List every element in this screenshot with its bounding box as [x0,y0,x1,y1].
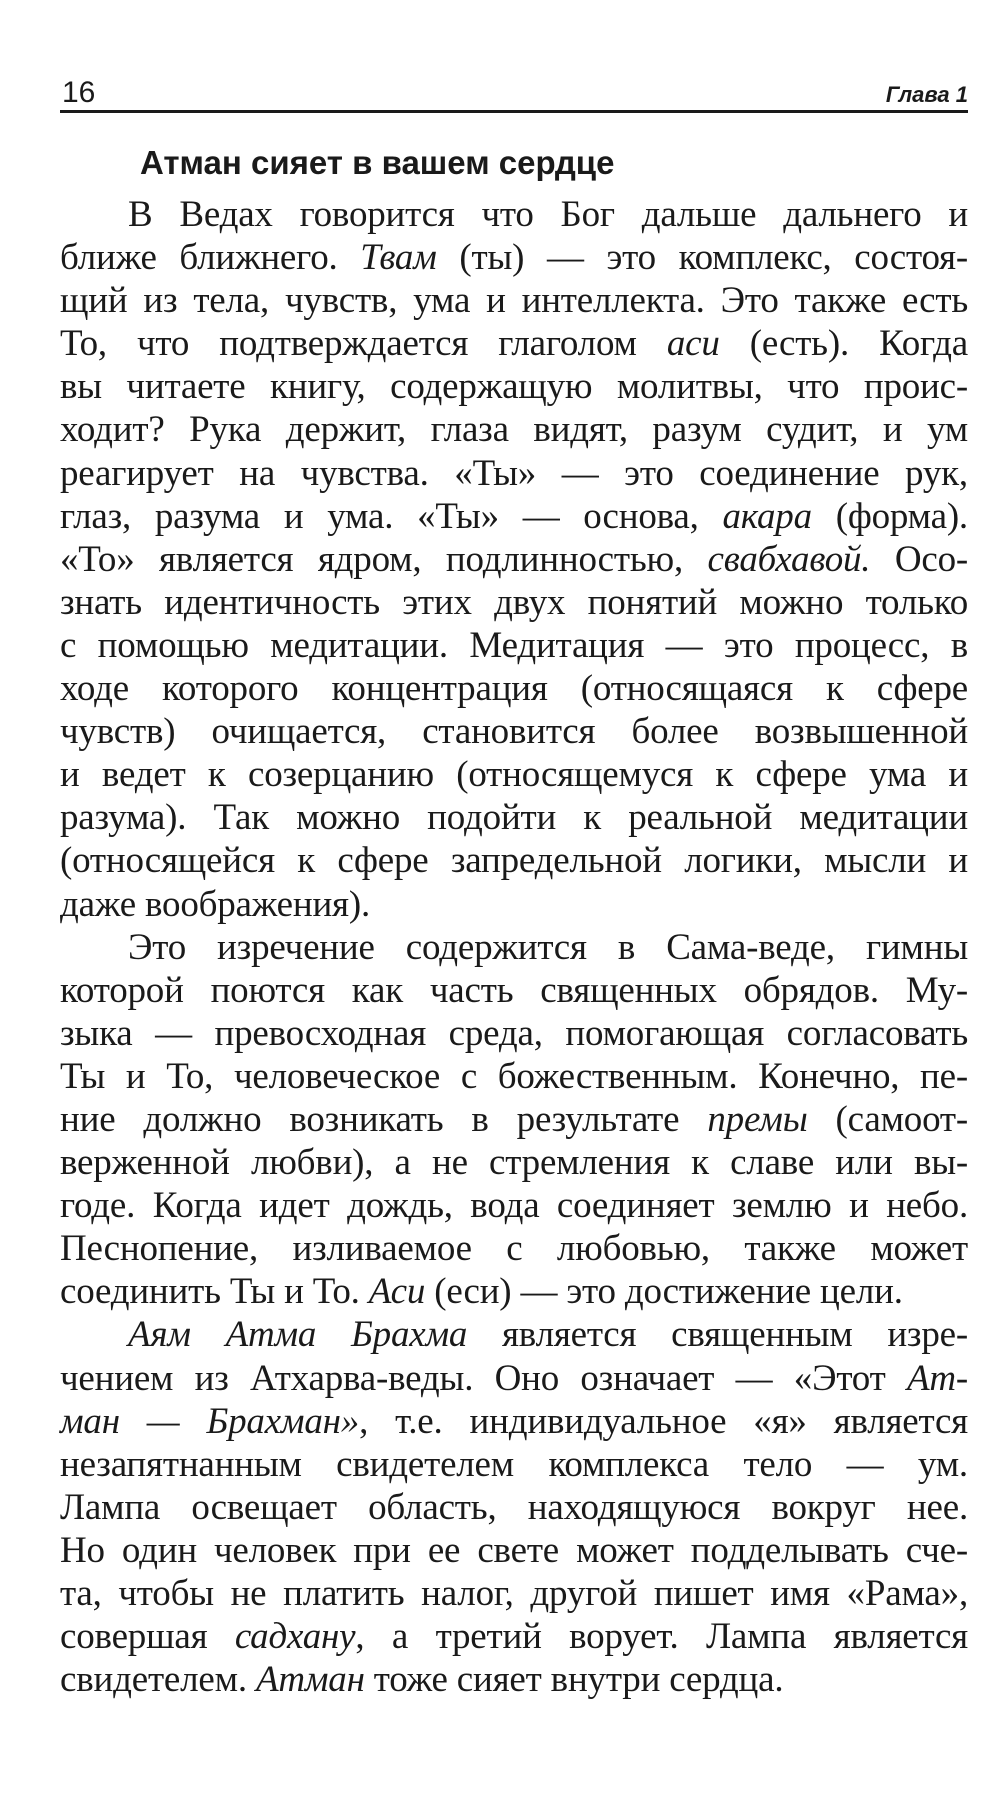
italic-term: свабхавой. [707,538,871,580]
text-line: знать идентичность этих двух понятий можно только [60,581,968,623]
text-line: и ведет к созерцанию (относящемуся к сфере ума и [60,754,968,796]
text-line: щий из тела, чувств, ума и интеллекта. Это также есть [60,280,968,322]
italic-term: акара [722,495,812,537]
text-line: ман — Брахман», т.е. индивидуальное «я» является [60,1400,968,1442]
page-number: 16 [62,76,96,109]
paragraph [60,1313,968,1701]
text-line: Это изречение содержится в Сама-веде, гимны [128,926,968,968]
text-line: верженной любви), а не стремления к славе или вы- [60,1142,968,1184]
text-line: глаз, разума и ума. «Ты» — основа, акара (форма). [60,495,968,537]
text-line: ходе которого концентрация (относящаяся к сфере [60,668,968,710]
text-line: Лампа освещает область, находящуюся вокруг нее. [60,1486,968,1528]
text-line: ходит? Рука держит, глаза видят, разум судит, и ум [60,409,968,451]
text-line: совершая садхану, а третий ворует. Лампа является [60,1616,968,1658]
italic-term: Ат- [906,1357,968,1399]
italic-term: Твам [360,237,437,279]
italic-term: Аси [368,1271,426,1313]
text-line: вы читаете книгу, содержащую молитвы, что проис- [60,366,968,408]
italic-term: садхану [234,1616,356,1658]
text-line: годе. Когда идет дождь, вода соединяет землю и небо. [60,1185,968,1227]
text-line: Но один человек при ее свете может подделывать сче- [60,1529,968,1571]
italic-term: аси [666,323,720,365]
book-page [60,60,968,1701]
text-line: та, чтобы не платить налог, другой пишет имя «Рама», [60,1573,968,1614]
text-line: ближе ближнего. Твам (ты) — это комплекс, состоя- [60,237,968,279]
paragraph [60,926,968,1314]
text-line: чувств) очищается, становится более возвышенной [60,711,968,753]
italic-term: Аям Атма Брахма [128,1314,468,1356]
italic-term: Атман [255,1659,365,1701]
text-line: Песнопение, изливаемое с любовью, также может [60,1228,968,1270]
text-line: чением из Атхарва-веды. Оно означает — «Этот Ат- [60,1357,968,1399]
text-line: То, что подтверждается глаголом аси (есть). Когда [60,323,968,365]
text-line: разума). Так можно подойти к реальной медитации [60,797,968,839]
chapter-label: Глава 1 [885,82,968,107]
text-line: ние должно возникать в результате премы (самоот- [60,1098,968,1140]
text-line: незапятнанным свидетелем комплекса тело — ум. [60,1443,968,1485]
running-header [60,60,968,113]
italic-term: ман — Брахман» [60,1400,360,1442]
text-line: «То» является ядром, подлинностью, свабхавой. Осо- [60,538,968,580]
text-line: которой поются как часть священных обрядов. Му- [60,969,968,1011]
text-line: даже воображения). [60,883,371,925]
text-line: зыка — превосходная среда, помогающая согласовать [60,1012,968,1054]
text-line: реагирует на чувства. «Ты» — это соединение рук, [60,452,968,494]
text-line: В Ведах говорится что Бог дальше дальнего и [128,194,968,235]
section-title: Атман сияет в вашем сердце [140,144,615,181]
text-line: с помощью медитации. Медитация — это процесс, в [60,624,968,666]
text-line: соединить Ты и То. Аси (еси) — это достижение цели. [60,1271,903,1313]
text-line: Ты и То, человеческое с божественным. Конечно, пе- [60,1055,968,1097]
text-line: свидетелем. Атман тоже сияет внутри сердца. [60,1659,784,1701]
paragraph [60,193,968,926]
text-line: Аям Атма Брахма является священным изре- [128,1314,968,1356]
text-line: (относящейся к сфере запредельной логики, мысли и [60,840,968,882]
italic-term: премы [707,1098,808,1140]
body-text [60,193,968,1701]
